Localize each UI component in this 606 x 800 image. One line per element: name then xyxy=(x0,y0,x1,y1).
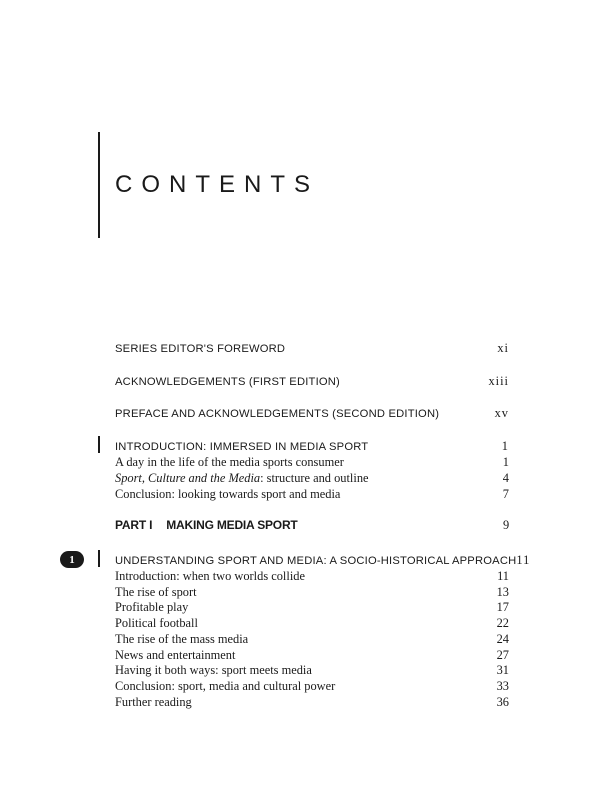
toc-subentry-label: A day in the life of the media sports consumer xyxy=(115,455,344,469)
toc-subentry-page: 27 xyxy=(496,648,509,662)
toc-entry-page: xv xyxy=(494,406,509,420)
toc-subentry-page: 7 xyxy=(502,487,509,501)
part-title: MAKING MEDIA SPORT xyxy=(166,518,298,532)
toc-subentry-label-rest: : structure and outline xyxy=(260,471,369,485)
chapter-number-badge: 1 xyxy=(60,551,84,568)
toc-subentry-label: Having it both ways: sport meets media xyxy=(115,663,312,677)
toc-subentry-label: The rise of the mass media xyxy=(115,632,249,646)
toc-entry-page: 1 xyxy=(501,439,509,453)
toc-subentry-page: 13 xyxy=(496,585,509,599)
toc-subentry-page: 17 xyxy=(496,600,509,614)
toc-subentry-page: 22 xyxy=(496,616,509,630)
toc-entry-page: 11 xyxy=(516,553,531,567)
toc-subentry-page: 11 xyxy=(497,569,509,583)
toc-subentry[interactable] xyxy=(115,485,509,503)
toc-subentry-label: News and entertainment xyxy=(115,648,236,662)
toc-subentry-page: 31 xyxy=(496,663,509,677)
toc-entry-page: xiii xyxy=(488,374,509,388)
toc-subentry-label: Profitable play xyxy=(115,600,189,614)
toc-subentry-label: Political football xyxy=(115,616,198,630)
book-title-italic: Sport, Culture and the Media xyxy=(115,471,261,485)
toc-subentry-page: 4 xyxy=(502,471,509,485)
toc-entry-label: INTRODUCTION: IMMERSED IN MEDIA SPORT xyxy=(115,441,369,453)
toc-part-page: 9 xyxy=(503,518,509,532)
toc-entry-page: xi xyxy=(497,341,509,355)
part-number: PART I xyxy=(115,518,153,532)
toc-subentry-label: The rise of sport xyxy=(115,585,197,599)
toc-entry-label: PREFACE AND ACKNOWLEDGEMENTS (SECOND EDITION) xyxy=(115,408,440,420)
toc-entry-series-foreword[interactable] xyxy=(115,339,509,357)
toc-subentry-page: 33 xyxy=(496,679,509,693)
page-title: CONTENTS xyxy=(115,171,319,198)
toc-subentry-label: Conclusion: looking towards sport and media xyxy=(115,487,341,501)
toc-entry-label: UNDERSTANDING SPORT AND MEDIA: A SOCIO-HISTORICAL APPROACH xyxy=(115,555,517,567)
toc-entry-preface-second[interactable] xyxy=(115,404,509,422)
toc-entry-label: SERIES EDITOR'S FOREWORD xyxy=(115,343,286,355)
toc-subentry-label: Further reading xyxy=(115,695,192,709)
toc-entry-label: ACKNOWLEDGEMENTS (FIRST EDITION) xyxy=(115,376,340,388)
toc-entry-acknowledgements-first[interactable] xyxy=(115,372,509,390)
intro-marker-bar xyxy=(98,436,100,453)
toc-part-label xyxy=(115,516,298,534)
toc-subentry-label: Introduction: when two worlds collide xyxy=(115,569,305,583)
toc-subentry-page: 24 xyxy=(496,632,509,646)
toc-part-heading[interactable] xyxy=(115,516,509,534)
toc-subentry-page: 1 xyxy=(502,455,509,469)
toc-subentry-label: Conclusion: sport, media and cultural power xyxy=(115,679,336,693)
chapter-marker-bar xyxy=(98,550,100,567)
toc-subentry[interactable] xyxy=(115,693,509,711)
title-rule xyxy=(98,132,100,238)
toc-subentry-page: 36 xyxy=(496,695,509,709)
